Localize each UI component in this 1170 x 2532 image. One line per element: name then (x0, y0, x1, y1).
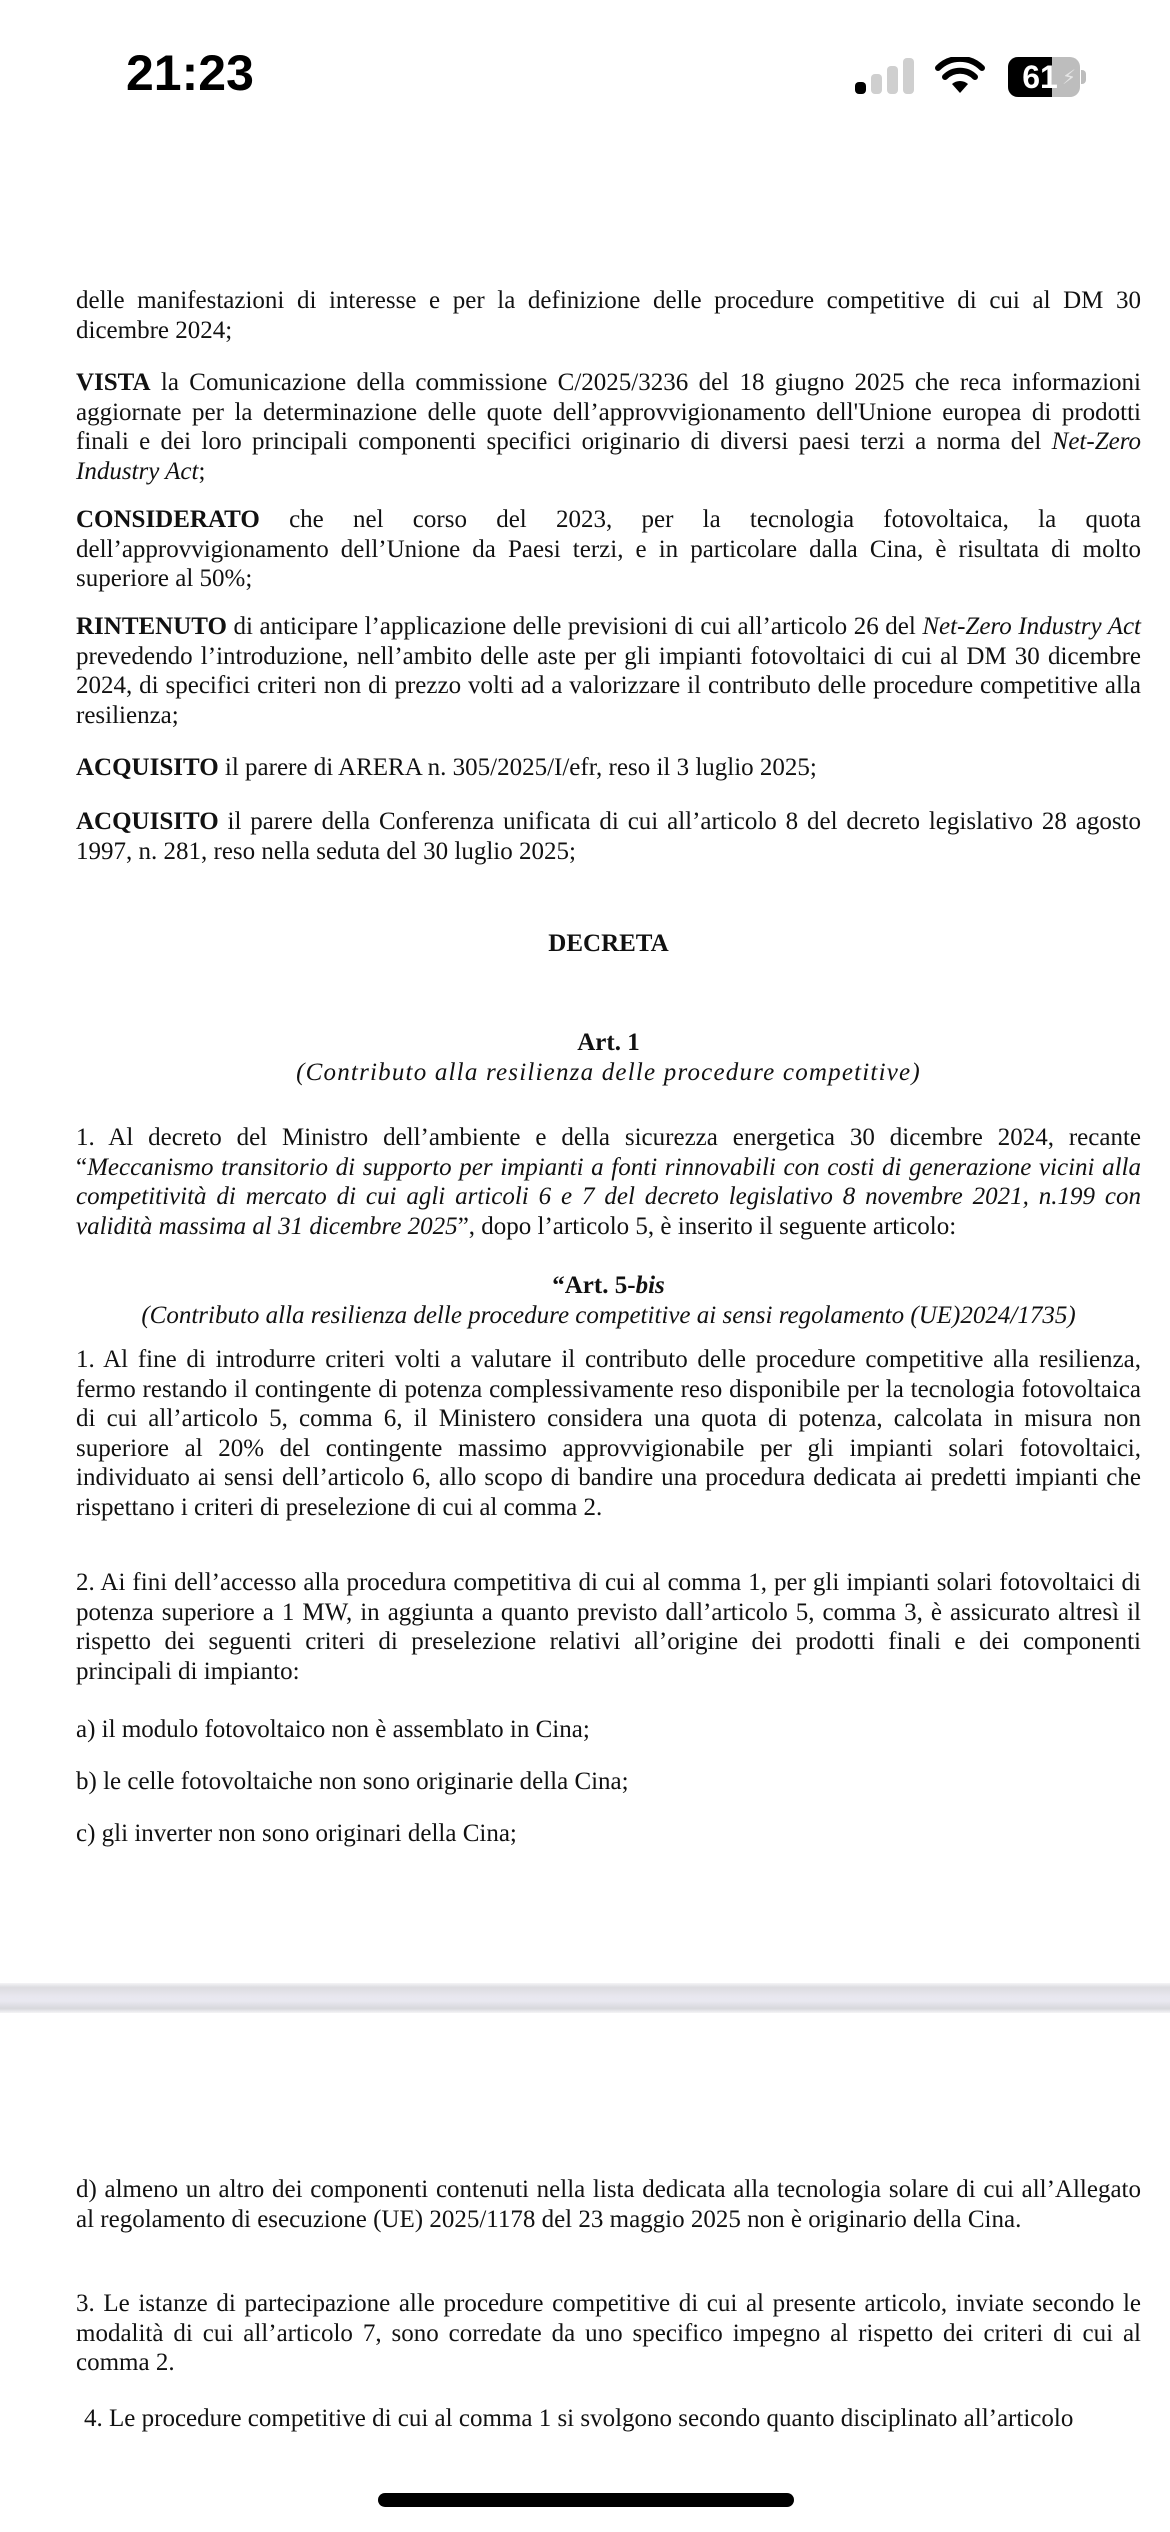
vista-tail: ; (198, 457, 206, 485)
criteria-item-b: b) le celle fotovoltaiche non sono originarie della Cina; (76, 1768, 629, 1795)
battery-percent: 61 (1022, 59, 1058, 95)
art5bis-paragraph-4: 4. Le procedure competitive di cui al comma 1 si svolgono secondo quanto disciplinato all’articolo (84, 2405, 1074, 2432)
considerato-text: che nel corso del 2023, per la tecnologia fotovoltaica, la quota dell’approvvigionamento dell’Unione da Paesi terzi, e in particolare dalla Cina, è risultata di molto superiore al 50%; (76, 506, 1141, 592)
art1-paragraph-1 (76, 1123, 1141, 1241)
art5bis-title-prefix: “Art. 5- (552, 1272, 636, 1299)
art1-para1-lead: 1. Al decreto del Ministro dell’ambiente e della sicurezza energetica 30 dicembre 2024, recante “ (76, 1124, 1141, 1181)
status-time: 21:23 (126, 45, 254, 101)
charging-bolt-icon: ⚡ (1062, 65, 1077, 89)
acquisito-arera-paragraph (76, 753, 1141, 783)
status-bar (0, 0, 1170, 150)
wifi-icon (935, 57, 985, 95)
art5bis-subtitle: (Contributo alla resilienza delle procedure competitive ai sensi regolamento (UE)2024/1735) (141, 1302, 1076, 1329)
vista-italic: Net-Zero Industry Act (76, 428, 1141, 485)
intro-paragraph (76, 286, 1141, 345)
home-indicator[interactable] (378, 2493, 794, 2507)
criteria-item-d: d) almeno un altro dei componenti contenuti nella lista dedicata alla tecnologia solare di cui all’Allegato al regolamento di esecuzione (UE) 2025/1178 del 23 maggio 2025 non è originario della Cina. (76, 2176, 1141, 2233)
page-separator (0, 1983, 1170, 2013)
vista-paragraph (76, 368, 1141, 486)
art1-para1-tail: ”, dopo l’articolo 5, è inserito il seguente articolo: (457, 1212, 957, 1240)
art1-subtitle: (Contributo alla resilienza delle procedure competitive) (296, 1059, 921, 1086)
acquisito-keyword: ACQUISITO (76, 754, 219, 781)
vista-keyword: VISTA (76, 369, 151, 396)
decreta-heading: DECRETA (548, 930, 669, 957)
art5bis-title-italic: bis (635, 1272, 665, 1299)
rintenuto-keyword: RINTENUTO (76, 613, 227, 640)
art5bis-paragraph-3: 3. Le istanze di partecipazione alle procedure competitive di cui al presente articolo, inviate secondo le modalità di cui all’articolo 7, sono corredate da uno specifico impegno al rispetto dei criteri di cui al comma 2. (76, 2290, 1141, 2376)
art1-para1-italic: Meccanismo transitorio di supporto per impianti a fonti rinnovabili con costi di generazione vicini alla competitività di mercato di cui agli articoli 6 e 7 del decreto legislativo 8 novembre 2021, n.199 con validità massima al 31 dicembre 2025 (76, 1153, 1141, 1240)
criteria-item-c: c) gli inverter non sono originari della Cina; (76, 1820, 517, 1847)
acquisito-keyword: ACQUISITO (76, 808, 219, 835)
cellular-signal-icon (855, 58, 915, 94)
acquisito-arera-text: il parere di ARERA n. 305/2025/I/efr, reso il 3 luglio 2025; (218, 754, 817, 781)
considerato-keyword: CONSIDERATO (76, 506, 260, 533)
acquisito-conferenza-paragraph (76, 807, 1141, 866)
rintenuto-text: di anticipare l’applicazione delle previsioni di cui all’articolo 26 del (226, 613, 923, 640)
acquisito-conferenza-text: il parere della Conferenza unificata di cui all’articolo 8 del decreto legislativo 28 agosto 1997, n. 281, reso nella seduta del 30 luglio 2025; (76, 808, 1141, 865)
art5bis-paragraph-1: 1. Al fine di introdurre criteri volti a valutare il contributo delle procedure competitive alla resilienza, fermo restando il contingente di potenza complessivamente reso disponibile per la tecnologia fotovoltaica di cui all’articolo 5, comma 6, il Ministero considera una quota di potenza, calcolata in misura non superiore al 20% del contingente massimo approvvigionabile per gli impianti solari fotovoltaici, individuato ai sensi dell’articolo 6, allo scopo di bandire una procedura dedicata ai predetti impianti che rispettano i criteri di preselezione di cui al comma 2. (76, 1346, 1141, 1521)
battery-charging-icon (1008, 57, 1088, 97)
art1-title: Art. 1 (577, 1029, 640, 1056)
art5bis-title (76, 1271, 1141, 1301)
rintenuto-tail: prevedendo l’introduzione, nell’ambito delle aste per gli impianti fotovoltaici di cui al DM 30 dicembre 2024, di specifici criteri non di prezzo volti ad a valorizzare il contributo delle procedure competitive alla resilienza; (76, 642, 1141, 729)
rintenuto-paragraph (76, 612, 1141, 730)
considerato-paragraph (76, 505, 1141, 594)
vista-text: la Comunicazione della commissione C/2025/3236 del 18 giugno 2025 che reca informazioni aggiornate per la determinazione delle quote dell’approvvigionamento dell'Unione europea di prodotti finali e dei loro principali componenti specifici originario di diversi paesi terzi a norma del (76, 369, 1141, 455)
art5bis-paragraph-2: 2. Ai fini dell’accesso alla procedura competitiva di cui al comma 1, per gli impianti solari fotovoltaici di potenza superiore a 1 MW, in aggiunta a quanto previsto dall’articolo 5, comma 3, è assicurato altresì il rispetto dei seguenti criteri di preselezione relativi all’origine dei prodotti finali e dei componenti principali di impianto: (76, 1569, 1141, 1685)
criteria-item-a: a) il modulo fotovoltaico non è assemblato in Cina; (76, 1716, 590, 1743)
rintenuto-italic: Net-Zero Industry Act (922, 613, 1142, 640)
intro-text: delle manifestazioni di interesse e per la definizione delle procedure competitive di cui al DM 30 dicembre 2024; (76, 287, 1141, 344)
